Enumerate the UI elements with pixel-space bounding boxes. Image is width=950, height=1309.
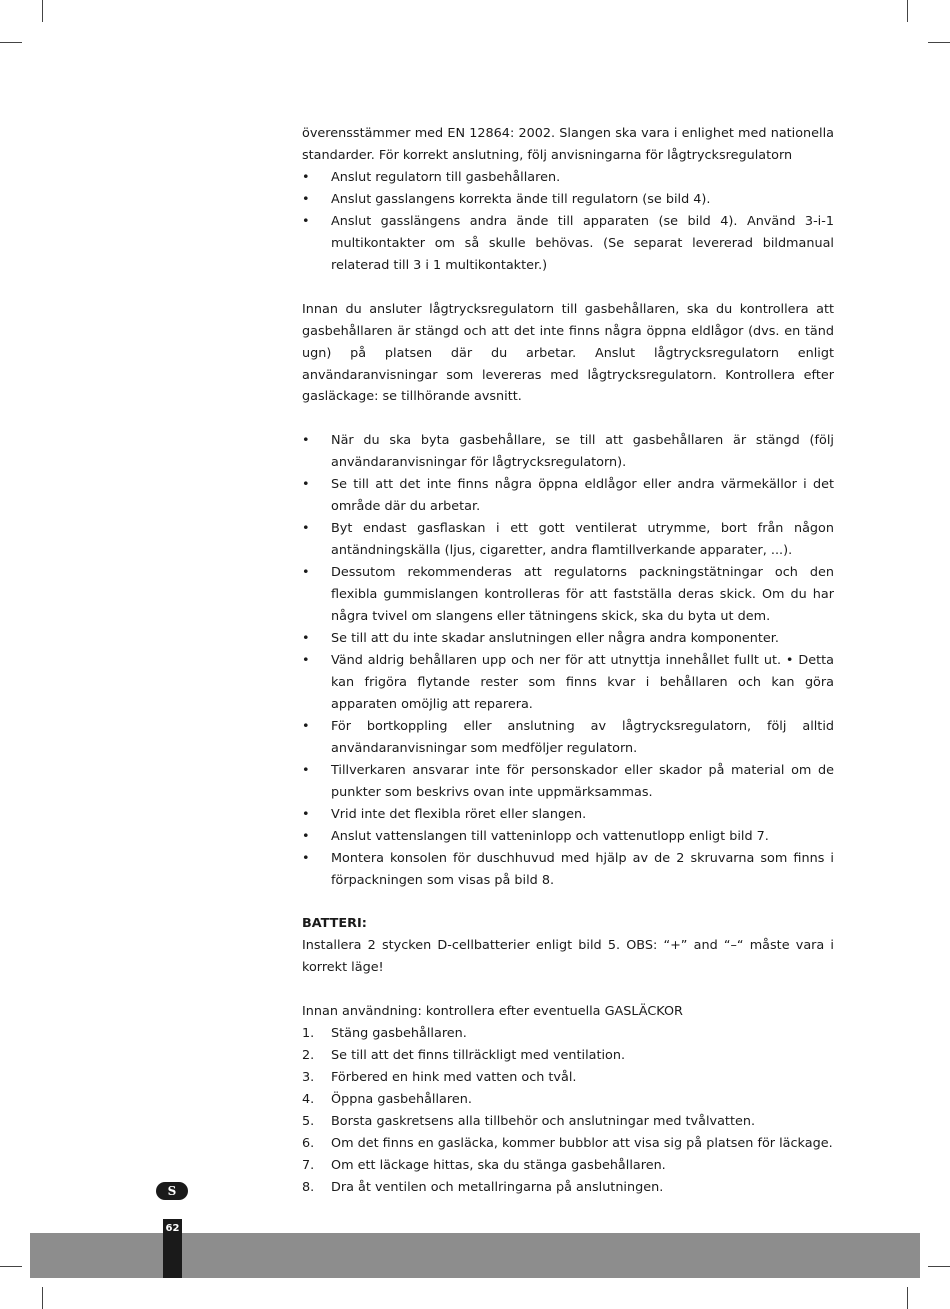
list-item: 2. Se till att det finns tillräckligt med ventilation. <box>302 1045 834 1067</box>
list-item: 7. Om ett läckage hittas, ska du stänga gasbehållaren. <box>302 1155 834 1177</box>
bullet-marker: • <box>302 565 310 581</box>
step-number: 1. <box>302 1026 315 1042</box>
bullet-marker: • <box>302 191 310 207</box>
bullet-marker: • <box>302 806 310 822</box>
page-number: 62 <box>163 1219 182 1278</box>
crop-mark-bottom-right <box>907 1287 908 1309</box>
step-number: 8. <box>302 1179 315 1195</box>
page-content <box>302 123 834 1199</box>
list-item: • För bortkoppling eller anslutning av lågtrycksregulatorn, följ alltid användaranvisningar som medföljer regulatorn. <box>302 716 834 760</box>
bullet-marker: • <box>302 718 310 734</box>
bullet-marker: • <box>302 213 310 229</box>
list-item: • Dessutom rekommenderas att regulatorns packningstätningar och den flexibla gummislangen kontrolleras för att fastställa deras skick. Om du har några tvivel om slangens eller tätningens skick, ska du byta ut dem. <box>302 562 834 628</box>
list-item: • Anslut vattenslangen till vatteninlopp och vattenutlopp enligt bild 7. <box>302 826 834 848</box>
crop-mark-bottom-right-h <box>928 1266 950 1267</box>
list-item: • Se till att det inte finns några öppna eldlågor eller andra värmekällor i det område där du arbetar. <box>302 474 834 518</box>
list-item: • Anslut gasslangens korrekta ände till regulatorn (se bild 4). <box>302 189 834 211</box>
step-number: 4. <box>302 1092 315 1108</box>
battery-heading: BATTERI: <box>302 916 367 932</box>
bullet-marker: • <box>302 762 310 778</box>
step-number: 7. <box>302 1157 315 1173</box>
bullet-marker: • <box>302 631 310 647</box>
list-item: • Tillverkaren ansvarar inte för personskador eller skador på material om de punkter som beskrivs ovan inte uppmärksammas. <box>302 760 834 804</box>
bullet-marker: • <box>302 828 310 844</box>
bullet-marker: • <box>302 433 310 449</box>
list-item: • Byt endast gasflaskan i ett gott ventilerat utrymme, bort från någon antändningskälla (ljus, cigaretter, andra flamtillverkande apparater, ...). <box>302 518 834 562</box>
bullet-marker: • <box>302 477 310 493</box>
safety-bullet-list <box>302 430 834 891</box>
crop-mark-top-left <box>42 0 43 22</box>
bullet-marker: • <box>302 521 310 537</box>
connection-paragraph: Innan du ansluter lågtrycksregulatorn till gasbehållaren, ska du kontrollera att gasbehållaren är stängd och att det inte finns några öppna eldlågor (dvs. en tänd ugn) på platsen där du arbetar. Anslut lågtrycksregulatorn enligt användaranvisningar som levereras med lågtrycksregulatorn. Kontrollera efter gasläckage: se tillhörande avsnitt. <box>302 301 834 405</box>
crop-mark-top-right-h <box>928 42 950 43</box>
list-item: • Anslut regulatorn till gasbehållaren. <box>302 167 834 189</box>
bullet-marker: • <box>302 850 310 866</box>
step-number: 2. <box>302 1048 315 1064</box>
crop-mark-bottom-left-h <box>0 1266 22 1267</box>
list-item: 3. Förbered en hink med vatten och tvål. <box>302 1067 834 1089</box>
list-item: 5. Borsta gaskretsens alla tillbehör och anslutningar med tvålvatten. <box>302 1111 834 1133</box>
list-item: • Vänd aldrig behållaren upp och ner för att utnyttja innehållet fullt ut. • Detta kan frigöra flytande rester som finns kvar i behållaren och kan göra apparaten omöjlig att reparera. <box>302 650 834 716</box>
bullet-marker: • <box>302 169 310 185</box>
battery-paragraph: Installera 2 stycken D-cellbatterier enligt bild 5. OBS: “+” and “–“ måste vara i korrekt läge! <box>302 938 834 976</box>
list-item: 8. Dra åt ventilen och metallringarna på anslutningen. <box>302 1177 834 1199</box>
step-number: 5. <box>302 1114 315 1130</box>
language-badge: S <box>156 1182 188 1200</box>
intro-bullet-list <box>302 167 834 277</box>
list-item: • Montera konsolen för duschhuvud med hjälp av de 2 skruvarna som finns i förpackningen som visas på bild 8. <box>302 848 834 892</box>
list-item: • Se till att du inte skadar anslutningen eller några andra komponenter. <box>302 628 834 650</box>
list-item: 1. Stäng gasbehållaren. <box>302 1023 834 1045</box>
crop-mark-top-right <box>907 0 908 22</box>
leak-check-steps <box>302 1023 834 1199</box>
crop-mark-top-left-h <box>0 42 22 43</box>
leak-check-intro: Innan användning: kontrollera efter eventuella GASLÄCKOR <box>302 1004 683 1020</box>
crop-mark-bottom-left <box>42 1287 43 1309</box>
list-item: • Vrid inte det flexibla röret eller slangen. <box>302 804 834 826</box>
step-number: 3. <box>302 1070 315 1086</box>
step-number: 6. <box>302 1136 315 1152</box>
bullet-marker: • <box>302 652 310 668</box>
list-item: 4. Öppna gasbehållaren. <box>302 1089 834 1111</box>
intro-paragraph: överensstämmer med EN 12864: 2002. Slangen ska vara i enlighet med nationella standarder. För korrekt anslutning, följ anvisningarna för lågtrycksregulatorn <box>302 126 834 163</box>
list-item: 6. Om det finns en gasläcka, kommer bubblor att visa sig på platsen för läckage. <box>302 1133 834 1155</box>
list-item: • När du ska byta gasbehållare, se till att gasbehållaren är stängd (följ användaranvisningar för lågtrycksregulatorn). <box>302 430 834 474</box>
list-item: • Anslut gasslängens andra ände till apparaten (se bild 4). Använd 3-i-1 multikontakter om så skulle behövas. (Se separat levererad bildmanual relaterad till 3 i 1 multikontakter.) <box>302 211 834 277</box>
